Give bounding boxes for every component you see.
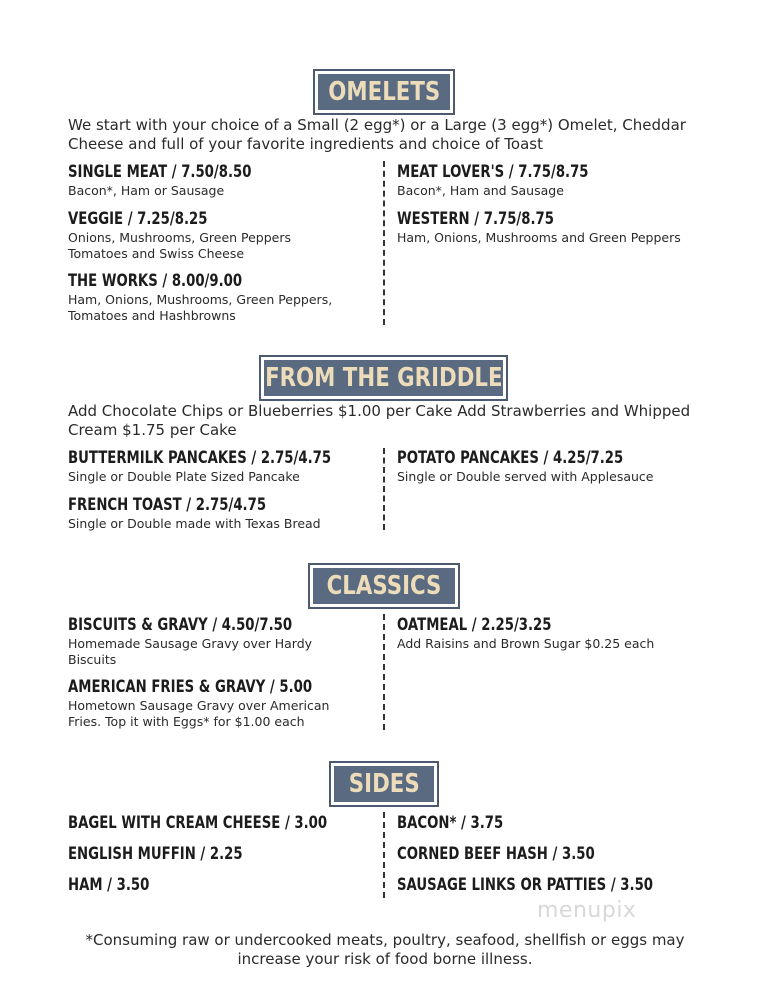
item-name: MEAT LOVER'S / 7.75/8.75 bbox=[397, 162, 589, 182]
item-desc: Single or Double made with Texas Bread bbox=[68, 516, 321, 531]
column-divider bbox=[383, 614, 385, 730]
item-name: OATMEAL / 2.25/3.25 bbox=[397, 615, 552, 635]
side-item: HAM / 3.50 bbox=[68, 875, 150, 895]
side-item: BAGEL WITH CREAM CHEESE / 3.00 bbox=[68, 813, 328, 833]
menu-item bbox=[68, 495, 368, 532]
sides-banner bbox=[329, 761, 439, 807]
omelets-banner bbox=[313, 69, 455, 115]
column-divider bbox=[383, 448, 385, 530]
item-name: VEGGIE / 7.25/8.25 bbox=[68, 209, 208, 229]
item-name: BUTTERMILK PANCAKES / 2.75/4.75 bbox=[68, 448, 332, 468]
column-divider bbox=[383, 161, 385, 325]
item-desc: Bacon*, Ham and Sausage bbox=[397, 183, 564, 198]
item-desc: Bacon*, Ham or Sausage bbox=[68, 183, 225, 198]
item-desc: Hometown Sausage Gravy over American Fries. Top it with Eggs* for $1.00 each bbox=[68, 698, 330, 729]
item-name: AMERICAN FRIES & GRAVY / 5.00 bbox=[68, 677, 313, 697]
side-item: CORNED BEEF HASH / 3.50 bbox=[397, 844, 595, 864]
menu-item bbox=[68, 209, 338, 261]
menu-item bbox=[397, 162, 717, 199]
side-item: SAUSAGE LINKS OR PATTIES / 3.50 bbox=[397, 875, 654, 895]
menu-item bbox=[397, 615, 717, 652]
item-desc: Ham, Onions, Mushrooms, Green Peppers, Tomatoes and Hashbrowns bbox=[68, 292, 333, 323]
watermark-logo: menupix bbox=[537, 898, 637, 923]
griddle-intro: Add Chocolate Chips or Blueberries $1.00 per Cake Add Strawberries and Whipped Cream $1.75 per Cake bbox=[68, 402, 691, 439]
griddle-title: FROM THE GRIDDLE bbox=[264, 363, 503, 393]
item-name: POTATO PANCAKES / 4.25/7.25 bbox=[397, 448, 624, 468]
classics-banner bbox=[308, 563, 460, 609]
item-desc: Homemade Sausage Gravy over Hardy Biscuits bbox=[68, 636, 313, 667]
side-item: ENGLISH MUFFIN / 2.25 bbox=[68, 844, 243, 864]
menu-item bbox=[68, 448, 368, 485]
item-desc: Single or Double Plate Sized Pancake bbox=[68, 469, 300, 484]
griddle-banner bbox=[259, 355, 508, 401]
food-safety-disclaimer: *Consuming raw or undercooked meats, poultry, seafood, shellfish or eggs may increase your risk of food borne illness. bbox=[85, 931, 685, 968]
omelets-intro: We start with your choice of a Small (2 egg*) or a Large (3 egg*) Omelet, Cheddar Cheese and full of your favorite ingredients and choice of Toast bbox=[68, 116, 686, 153]
menu-item bbox=[68, 162, 368, 199]
menu-item bbox=[68, 677, 358, 729]
item-name: FRENCH TOAST / 2.75/4.75 bbox=[68, 495, 267, 515]
menu-item bbox=[397, 448, 717, 485]
menu-item bbox=[397, 209, 727, 246]
classics-title: CLASSICS bbox=[326, 571, 442, 601]
sides-title: SIDES bbox=[348, 769, 420, 799]
item-desc: Single or Double served with Applesauce bbox=[397, 469, 654, 484]
menu-item bbox=[68, 271, 368, 323]
item-name: THE WORKS / 8.00/9.00 bbox=[68, 271, 243, 291]
side-item: BACON* / 3.75 bbox=[397, 813, 504, 833]
item-desc: Onions, Mushrooms, Green Peppers Tomatoes and Swiss Cheese bbox=[68, 230, 292, 261]
column-divider bbox=[383, 812, 385, 898]
item-name: SINGLE MEAT / 7.50/8.50 bbox=[68, 162, 252, 182]
item-desc: Ham, Onions, Mushrooms and Green Peppers bbox=[397, 230, 681, 245]
omelets-title: OMELETS bbox=[328, 77, 440, 107]
item-name: WESTERN / 7.75/8.75 bbox=[397, 209, 554, 229]
item-desc: Add Raisins and Brown Sugar $0.25 each bbox=[397, 636, 655, 651]
item-name: BISCUITS & GRAVY / 4.50/7.50 bbox=[68, 615, 293, 635]
menu-item bbox=[68, 615, 343, 667]
